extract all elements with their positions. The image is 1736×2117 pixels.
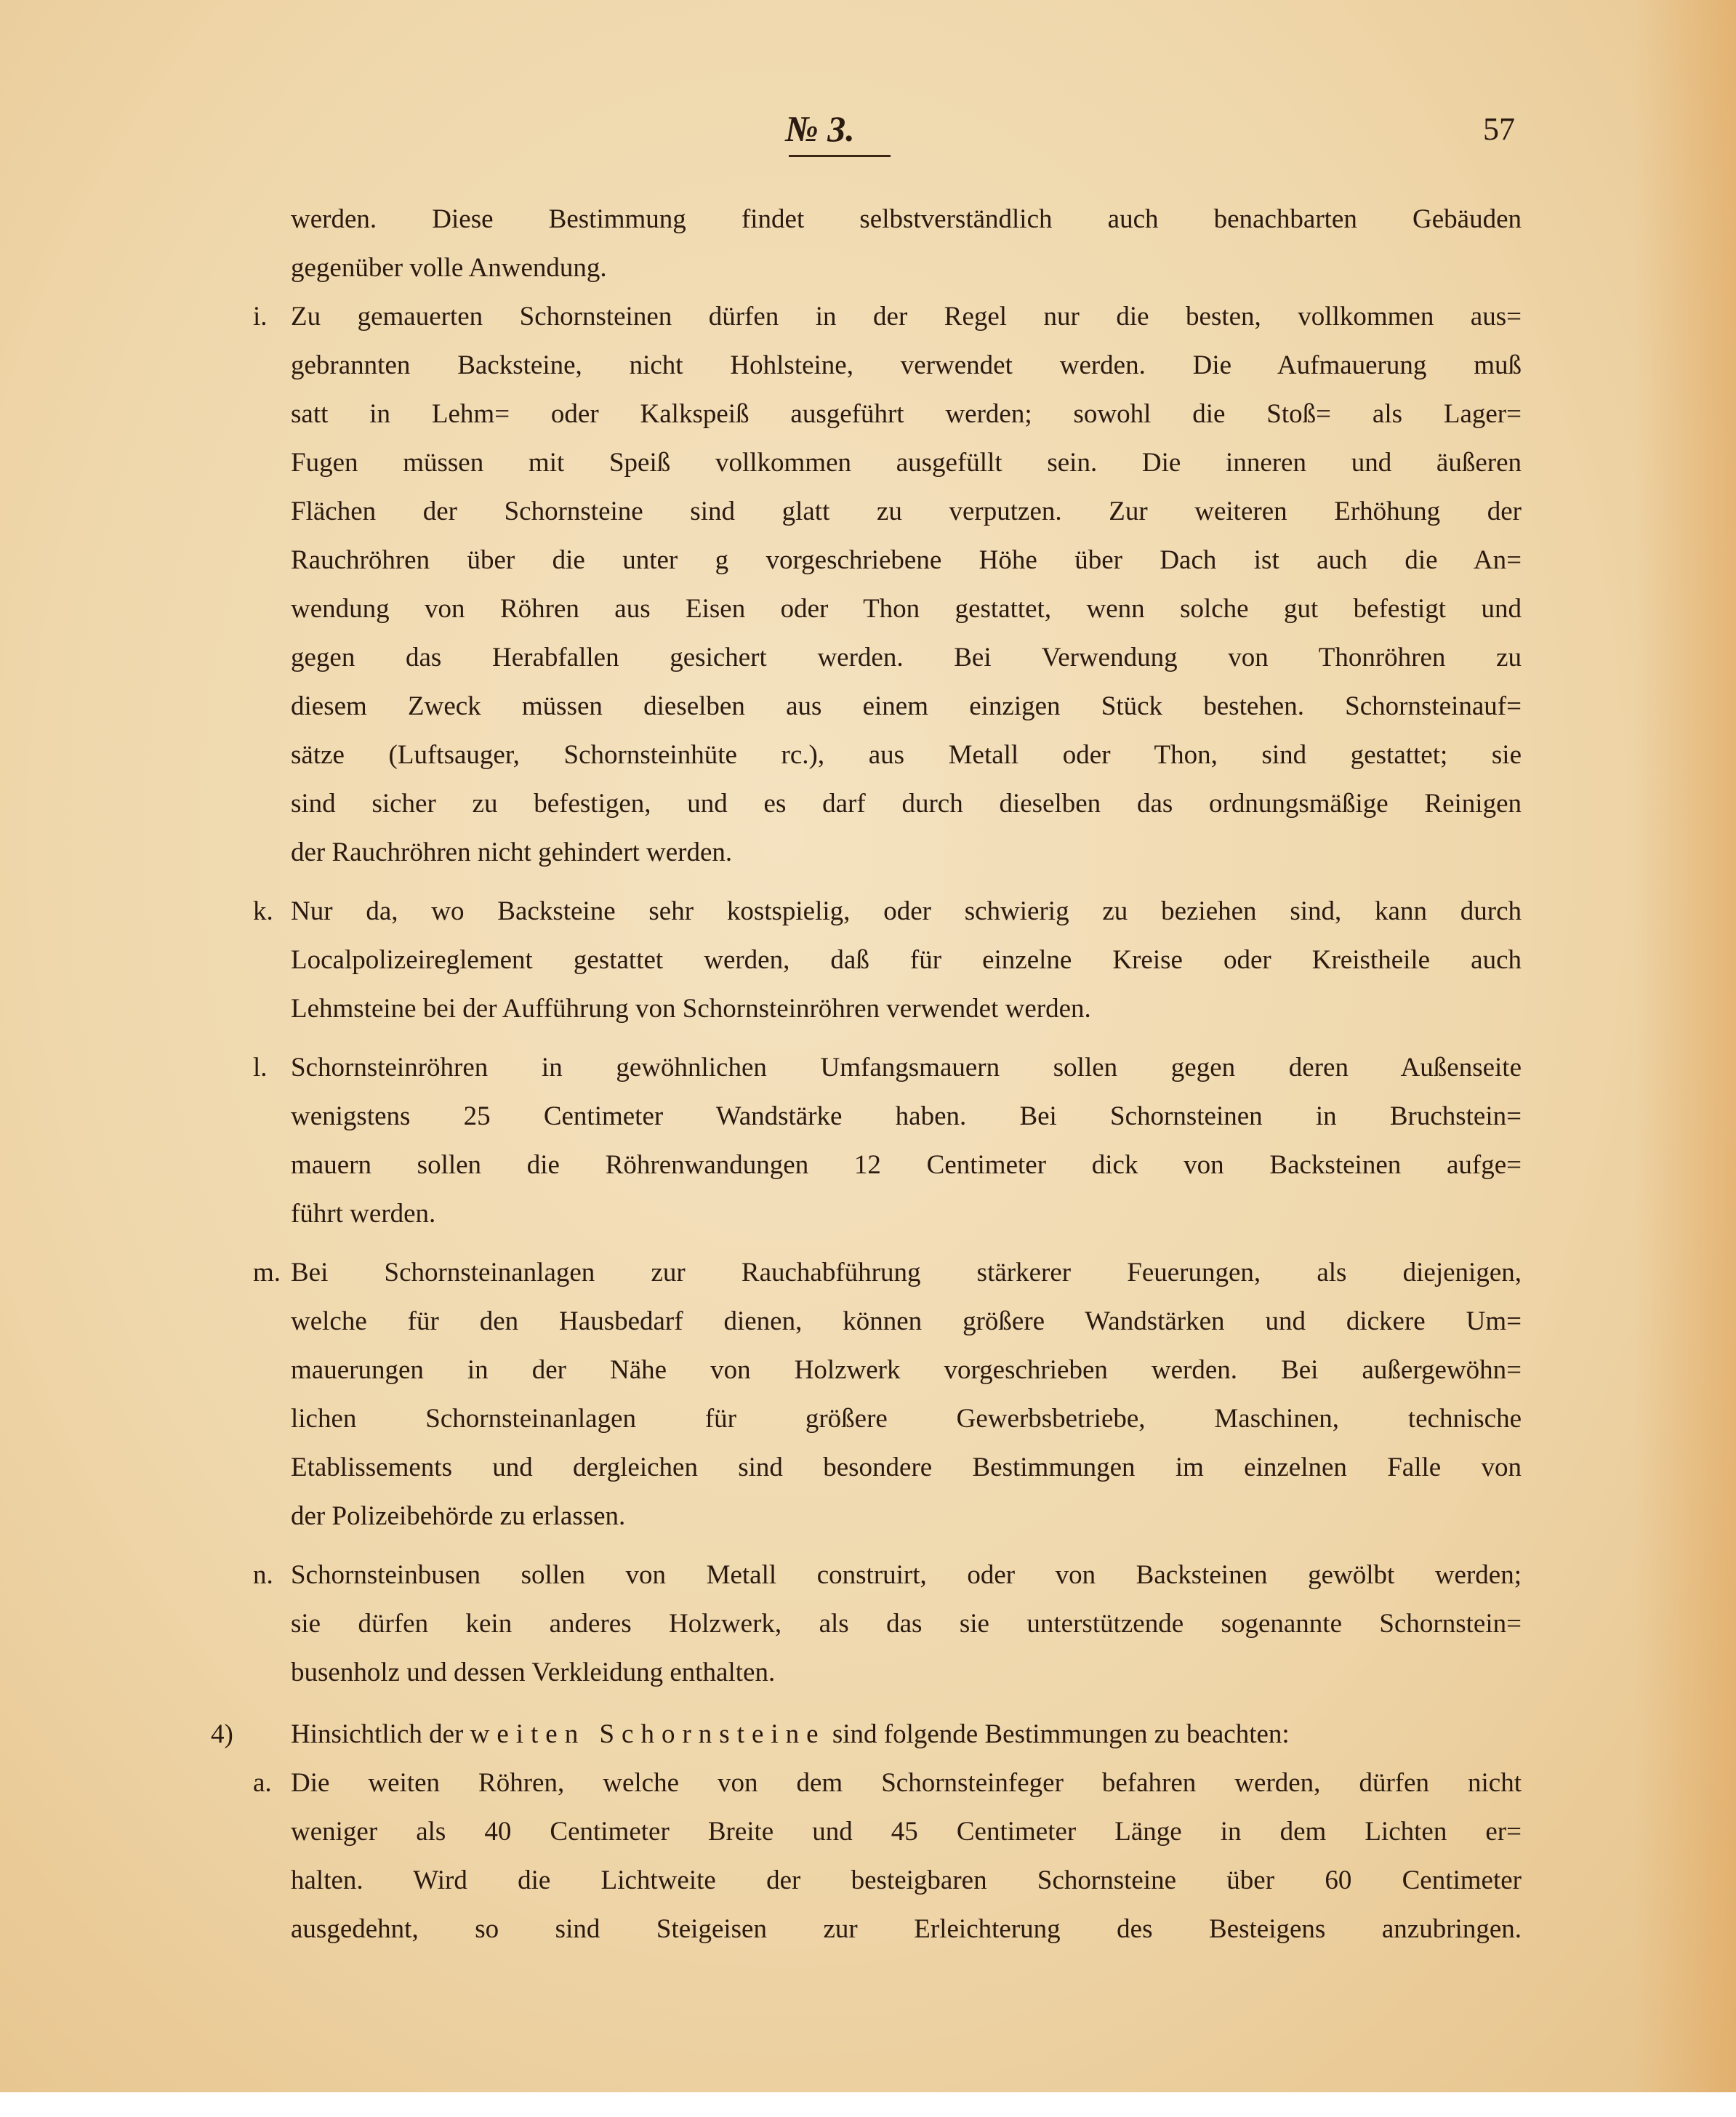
heading-spaced: weiten Schornsteine (470, 1719, 826, 1749)
clause-i (253, 292, 1522, 877)
heading-post: sind folgende Bestimmungen zu beachten: (832, 1719, 1290, 1749)
text-line: Die weiten Röhren, welche von dem Schornsteinfeger befahren werden, dürfen nicht (291, 1768, 1522, 1798)
text-line: gebrannten Backsteine, nicht Hohlsteine, verwendet werden. Die Aufmauerung muß (291, 350, 1522, 380)
text-line: Schornsteinröhren in gewöhnlichen Umfangsmauern sollen gegen deren Außenseite (291, 1053, 1522, 1082)
text-line: Lehmsteine bei der Aufführung von Schornsteinröhren verwendet werden. (291, 994, 1091, 1024)
text-line: der Rauchröhren nicht gehindert werden. (291, 837, 733, 867)
issue-number: № 3. (785, 108, 855, 149)
section-4-heading (211, 1710, 1522, 1759)
text-line: der Polizeibehörde zu erlassen. (291, 1501, 626, 1531)
clause-label: l. (253, 1053, 268, 1082)
clause-label: n. (253, 1560, 273, 1590)
clause-m (253, 1248, 1522, 1540)
text-line: Localpolizeireglement gestattet werden, daß für einzelne Kreise oder Kreistheile auch (291, 945, 1522, 975)
text-line: Schornsteinbusen sollen von Metall construirt, oder von Backsteinen gewölbt werden; (291, 1560, 1522, 1590)
text-line: Rauchröhren über die unter g vorgeschriebene Höhe über Dach ist auch die An= (291, 545, 1522, 575)
text-line: wenigstens 25 Centimeter Wandstärke haben. Bei Schornsteinen in Bruchstein= (291, 1101, 1522, 1131)
text-line: halten. Wird die Lichtweite der besteigbaren Schornsteine über 60 Centimeter (291, 1865, 1522, 1895)
text-line: sätze (Luftsauger, Schornsteinhüte rc.), aus Metall oder Thon, sind gestattet; sie (291, 740, 1522, 770)
clause-label: i. (253, 302, 268, 332)
text-line: gegen das Herabfallen gesichert werden. Bei Verwendung von Thonröhren zu (291, 643, 1522, 672)
text-line: wendung von Röhren aus Eisen oder Thon gestattet, wenn solche gut befestigt und (291, 594, 1522, 624)
heading-pre: Hinsichtlich der (291, 1719, 464, 1749)
text-line: weniger als 40 Centimeter Breite und 45 Centimeter Länge in dem Lichten er= (291, 1817, 1522, 1847)
clause-l (253, 1043, 1522, 1238)
header-rule (789, 155, 891, 157)
text-line: busenholz und dessen Verkleidung enthalten. (291, 1658, 776, 1687)
text-line: gegenüber volle Anwendung. (291, 253, 607, 283)
text-line: führt werden. (291, 1199, 436, 1229)
text-line: werden. Diese Bestimmung findet selbstverständlich auch benachbarten Gebäuden (291, 204, 1522, 234)
text-line: Zu gemauerten Schornsteinen dürfen in der Regel nur die besten, vollkommen aus= (291, 302, 1522, 332)
text-line: welche für den Hausbedarf dienen, können größere Wandstärken und dickere Um= (291, 1306, 1522, 1336)
clause-a (253, 1759, 1522, 1953)
text-line: satt in Lehm= oder Kalkspeiß ausgeführt werden; sowohl die Stoß= als Lager= (291, 399, 1522, 429)
text-line: diesem Zweck müssen dieselben aus einem einzigen Stück bestehen. Schornsteinauf= (291, 691, 1522, 721)
text-line: Etablissements und dergleichen sind besondere Bestimmungen im einzelnen Falle von (291, 1453, 1522, 1482)
clause-label: m. (253, 1258, 281, 1288)
text-line: mauern sollen die Röhrenwandungen 12 Centimeter dick von Backsteinen aufge= (291, 1150, 1522, 1180)
section-label: 4) (211, 1719, 233, 1749)
clause-n (253, 1551, 1522, 1697)
text-line (291, 1710, 1522, 1759)
text-line: ausgedehnt, so sind Steigeisen zur Erleichterung des Besteigens anzubringen. (291, 1914, 1522, 1944)
document-body (211, 195, 1522, 1953)
text-line: mauerungen in der Nähe von Holzwerk vorgeschrieben werden. Bei außergewöhn= (291, 1355, 1522, 1385)
text-line: sind sicher zu befestigen, und es darf durch dieselben das ordnungsmäßige Reinigen (291, 789, 1522, 819)
text-line: Nur da, wo Backsteine sehr kostspielig, oder schwierig zu beziehen sind, kann durch (291, 896, 1522, 926)
clause-k (253, 887, 1522, 1033)
clause-label: k. (253, 896, 273, 926)
text-line: sie dürfen kein anderes Holzwerk, als das sie unterstützende sogenannte Schornstein= (291, 1609, 1522, 1639)
intro-paragraph (291, 195, 1522, 292)
clause-label: a. (253, 1768, 272, 1798)
text-line: Fugen müssen mit Speiß vollkommen ausgefüllt sein. Die inneren und äußeren (291, 448, 1522, 478)
page-number: 57 (1483, 111, 1515, 147)
text-line: Flächen der Schornsteine sind glatt zu verputzen. Zur weiteren Erhöhung der (291, 497, 1522, 526)
text-line: Bei Schornsteinanlagen zur Rauchabführung stärkerer Feuerungen, als diejenigen, (291, 1258, 1522, 1288)
text-line: lichen Schornsteinanlagen für größere Gewerbsbetriebe, Maschinen, technische (291, 1404, 1522, 1434)
